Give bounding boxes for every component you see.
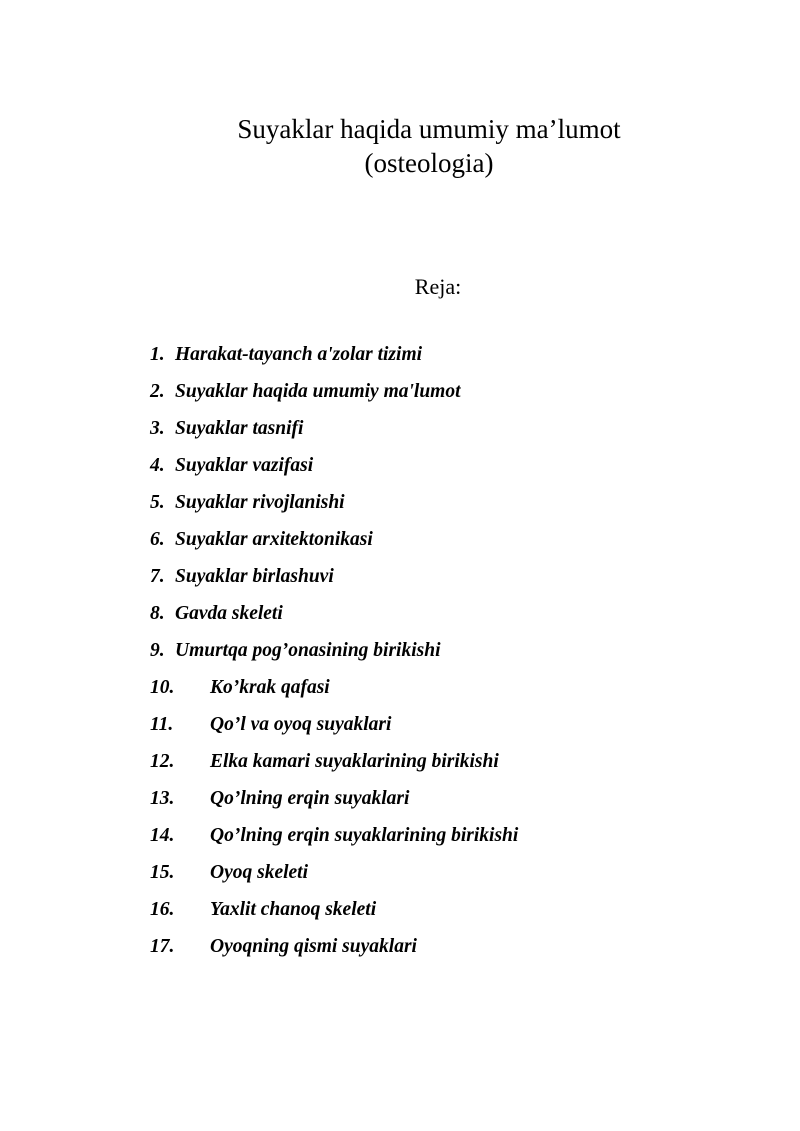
plan-item-text: Suyaklar rivojlanishi <box>175 492 345 513</box>
plan-item-number: 11. <box>150 714 174 735</box>
plan-item-text: Oyoqning qismi suyaklari <box>210 936 417 957</box>
plan-item <box>0 784 800 821</box>
plan-item-text: Harakat-tayanch a'zolar tizimi <box>175 344 423 365</box>
plan-item-number: 2. <box>150 381 165 402</box>
plan-item-number: 16. <box>150 899 175 920</box>
plan-item-text: Suyaklar arxitektonikasi <box>175 529 373 550</box>
plan-item <box>0 377 800 414</box>
plan-item-text: Suyaklar vazifasi <box>175 455 314 476</box>
plan-list <box>0 340 800 969</box>
plan-item-number: 12. <box>150 751 175 772</box>
plan-item <box>0 747 800 784</box>
document-title-line2: (osteologia) <box>364 148 494 178</box>
plan-item-text: Qo’lning erqin suyaklarining birikishi <box>210 825 519 846</box>
plan-item-number: 4. <box>150 455 165 476</box>
plan-item-text: Suyaklar birlashuvi <box>175 566 334 587</box>
plan-item-text: Gavda skeleti <box>175 603 283 624</box>
plan-item <box>0 895 800 932</box>
plan-item <box>0 562 800 599</box>
plan-item-number: 5. <box>150 492 165 513</box>
plan-item-text: Elka kamari suyaklarining birikishi <box>210 751 499 772</box>
plan-item-number: 7. <box>150 566 165 587</box>
plan-item-number: 13. <box>150 788 175 809</box>
plan-item <box>0 821 800 858</box>
plan-item <box>0 636 800 673</box>
plan-item <box>0 414 800 451</box>
plan-item-number: 17. <box>150 936 175 957</box>
plan-heading: Reja: <box>414 274 462 299</box>
plan-item-number: 14. <box>150 825 175 846</box>
plan-item-text: Qo’lning erqin suyaklari <box>210 788 410 809</box>
plan-item <box>0 673 800 710</box>
document-title-line1: Suyaklar haqida umumiy ma’lumot <box>237 114 621 144</box>
plan-item-text: Umurtqa pog’onasining birikishi <box>175 640 441 661</box>
plan-item-text: Yaxlit chanoq skeleti <box>210 899 377 920</box>
plan-item <box>0 488 800 525</box>
plan-item-text: Suyaklar haqida umumiy ma'lumot <box>175 381 461 402</box>
plan-item <box>0 858 800 895</box>
plan-item-number: 6. <box>150 529 165 550</box>
plan-item <box>0 932 800 969</box>
plan-item <box>0 451 800 488</box>
plan-item-text: Qo’l va oyoq suyaklari <box>210 714 392 735</box>
plan-item-text: Ko’krak qafasi <box>210 677 330 698</box>
plan-item-number: 9. <box>150 640 165 661</box>
plan-item-number: 15. <box>150 862 175 883</box>
plan-item <box>0 525 800 562</box>
plan-item-text: Oyoq skeleti <box>210 862 309 883</box>
plan-item-number: 10. <box>150 677 175 698</box>
plan-item-text: Suyaklar tasnifi <box>175 418 304 439</box>
plan-item <box>0 340 800 377</box>
plan-item <box>0 599 800 636</box>
plan-item-number: 8. <box>150 603 165 624</box>
plan-item-number: 3. <box>150 418 165 439</box>
plan-item <box>0 710 800 747</box>
plan-item-number: 1. <box>150 344 165 365</box>
